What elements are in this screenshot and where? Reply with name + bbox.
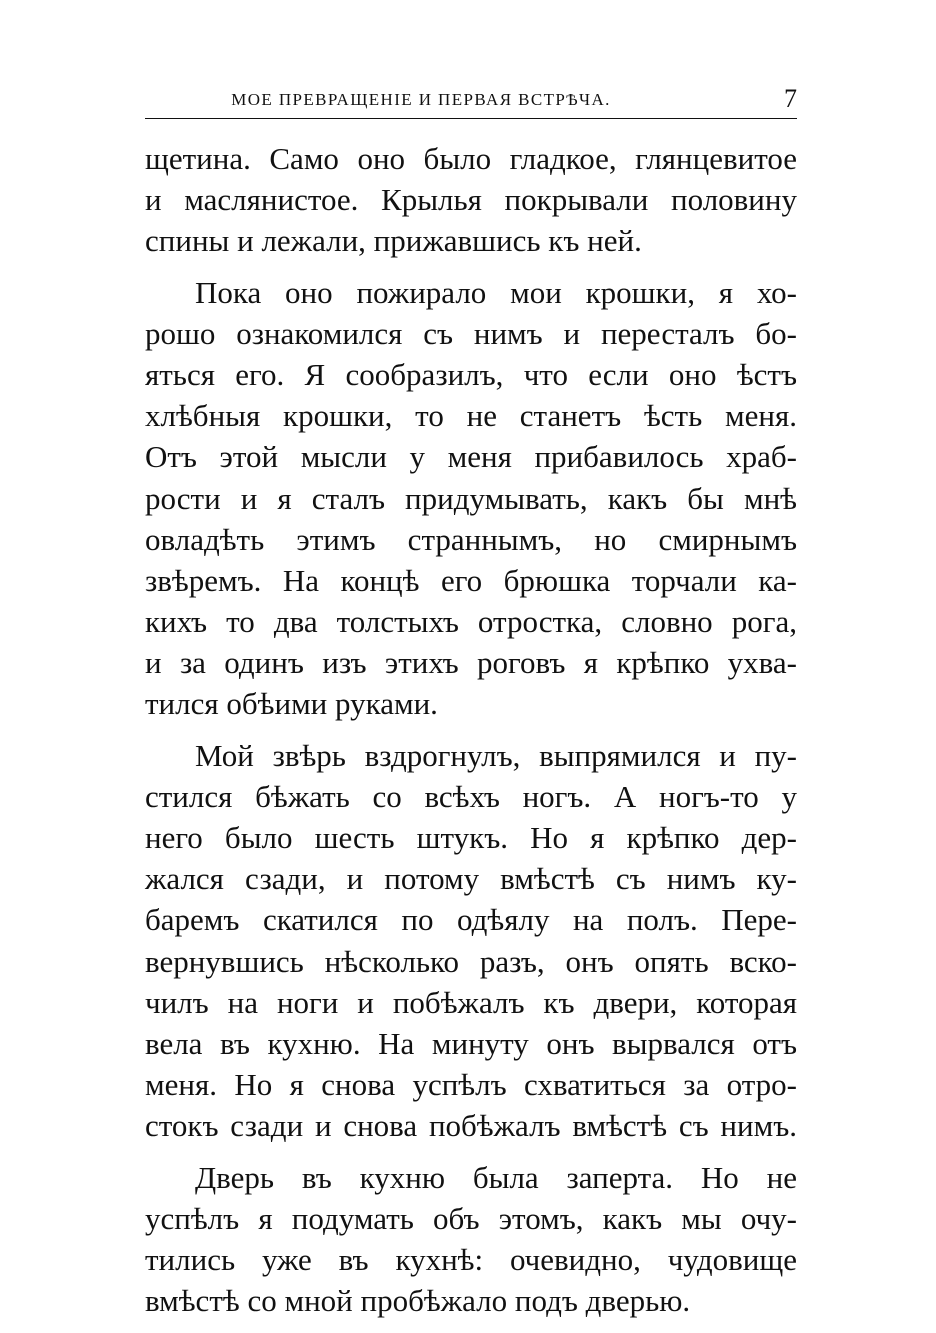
paragraph [145,1157,797,1322]
text-line: тился обѣими руками. [145,686,438,722]
text-line: и маслянистое. Крылья покрывали половину [145,182,797,218]
text-line: кихъ то два толстыхъ отростка, словно рога, [145,604,797,640]
text-line: вернувшись нѣсколько разъ, онъ опять вско- [145,943,797,979]
paragraph [145,272,797,725]
text-line: баремъ скатился по одѣялу на полъ. Пере- [145,902,797,938]
running-title: МОЕ ПРЕВРАЩЕНІЕ И ПЕРВАЯ ВСТРѢЧА. [231,90,611,109]
text-line: Мой звѣрь вздрогнулъ, выпрямился и пу- [195,737,797,773]
running-header [145,86,797,116]
text-line: щетина. Само оно было гладкое, глянцевитое [145,141,797,176]
text-line: овладѣть этимъ страннымъ, но смирнымъ [145,521,797,557]
text-line: вмѣстѣ со мной пробѣжало подъ дверью. [145,1283,691,1319]
page-number: 7 [784,84,797,113]
text-line: Дверь въ кухню была заперта. Но не [195,1159,797,1195]
text-line: чилъ на ноги и побѣжалъ къ двери, которая [145,984,797,1020]
text-line: стился бѣжать со всѣхъ ногъ. А ногъ-то у [145,778,797,814]
text-line: Пока оно пожирало мои крошки, я хо- [195,274,797,310]
text-line: вела въ кухню. На минуту онъ вырвался отъ [145,1025,797,1061]
text-line: рошо ознакомился съ нимъ и пересталъ бо- [145,315,797,351]
text-line: него было шесть штукъ. Но я крѣпко дер- [145,820,797,855]
paragraph [145,735,797,1147]
text-line: Отъ этой мысли у меня прибавилось храб- [145,439,797,475]
text-line: и за одинъ изъ этихъ роговъ я крѣпко ухва- [145,645,797,681]
text-line: тились уже въ кухнѣ: очевидно, чудовище [145,1241,797,1277]
text-line: спины и лежали, прижавшись къ ней. [145,223,642,259]
text-line: хлѣбныя крошки, то не станетъ ѣсть меня. [145,398,797,434]
text-line: меня. Но я снова успѣлъ схватиться за отро- [145,1067,797,1103]
text-line: жался сзади, и потому вмѣстѣ съ нимъ ку- [145,861,797,897]
text-line: успѣлъ я подумать объ этомъ, какъ мы очу- [145,1200,797,1236]
text-line: яться его. Я сообразилъ, что если оно ѣстъ [145,356,797,392]
header-rule [145,118,797,119]
body-text [145,138,797,1331]
paragraph [145,138,797,262]
text-line: рости и я сталъ придумывать, какъ бы мнѣ [145,480,797,516]
text-line: звѣремъ. На концѣ его брюшка торчали ка- [145,562,797,598]
text-line: стокъ сзади и снова побѣжалъ вмѣстѣ съ нимъ. [145,1108,797,1144]
